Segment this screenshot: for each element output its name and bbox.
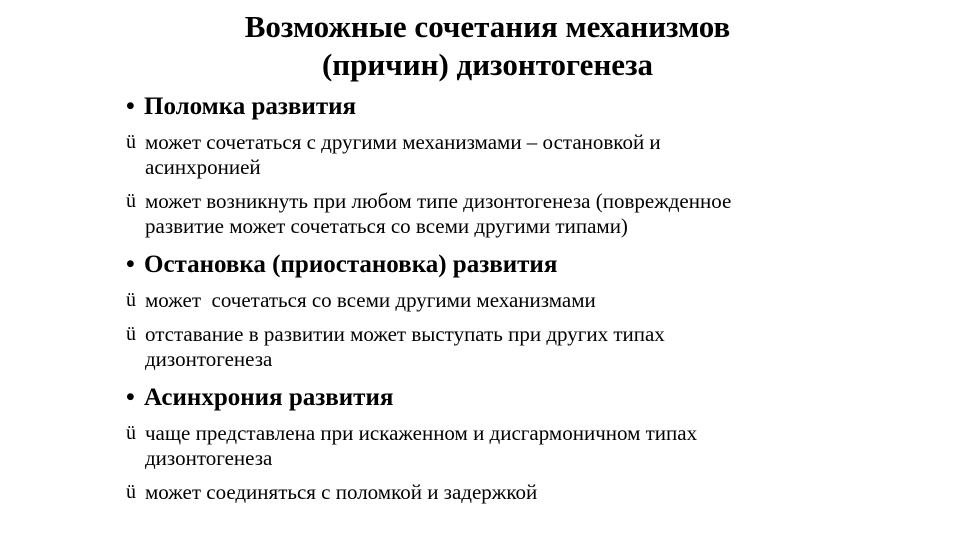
item-line: может возникнуть при любом типе дизонтогенеза (поврежденное — [145, 189, 732, 213]
section-heading-text: Остановка (приостановка) развития — [144, 251, 558, 278]
item-line: может сочетаться со всеми другими механизмами — [145, 288, 596, 312]
section-heading-text: Поломка развития — [144, 93, 357, 120]
checkmark-icon: ü — [126, 323, 136, 345]
item-line: может соединяться с поломкой и задержкой — [145, 480, 538, 504]
check-item — [126, 421, 866, 471]
checkmark-icon: ü — [126, 131, 136, 153]
bullet-icon: • — [126, 251, 135, 278]
item-line: чаще представлена при искаженном и дисгармоничном типах — [145, 421, 698, 445]
check-item — [126, 288, 866, 313]
checkmark-icon: ü — [126, 190, 136, 212]
item-line: может сочетаться с другими механизмами – остановкой и — [145, 130, 661, 154]
item-line: отставание в развитии может выступать при других типах — [145, 322, 665, 346]
check-item — [126, 130, 866, 180]
item-line: развитие может сочетаться со всеми другими типами) — [145, 214, 628, 238]
section-heading — [126, 383, 866, 413]
checkmark-icon: ü — [126, 481, 136, 503]
checkmark-icon: ü — [126, 422, 136, 444]
section-heading-text: Асинхрония развития — [144, 384, 394, 411]
item-line: асинхронией — [145, 155, 261, 179]
title-line-1: Возможные сочетания механизмов — [244, 9, 731, 44]
section-heading — [126, 250, 866, 280]
bullet-icon: • — [126, 93, 135, 120]
slide-content — [126, 92, 866, 505]
slide-title — [0, 8, 960, 84]
check-item — [126, 322, 866, 372]
check-item — [126, 189, 866, 239]
item-line: дизонтогенеза — [145, 347, 273, 371]
title-line-2: (причин) дизонтогенеза — [321, 47, 654, 82]
bullet-icon: • — [126, 384, 135, 411]
checkmark-icon: ü — [126, 289, 136, 311]
section-heading — [126, 92, 866, 122]
item-line: дизонтогенеза — [145, 446, 273, 470]
check-item — [126, 480, 866, 505]
